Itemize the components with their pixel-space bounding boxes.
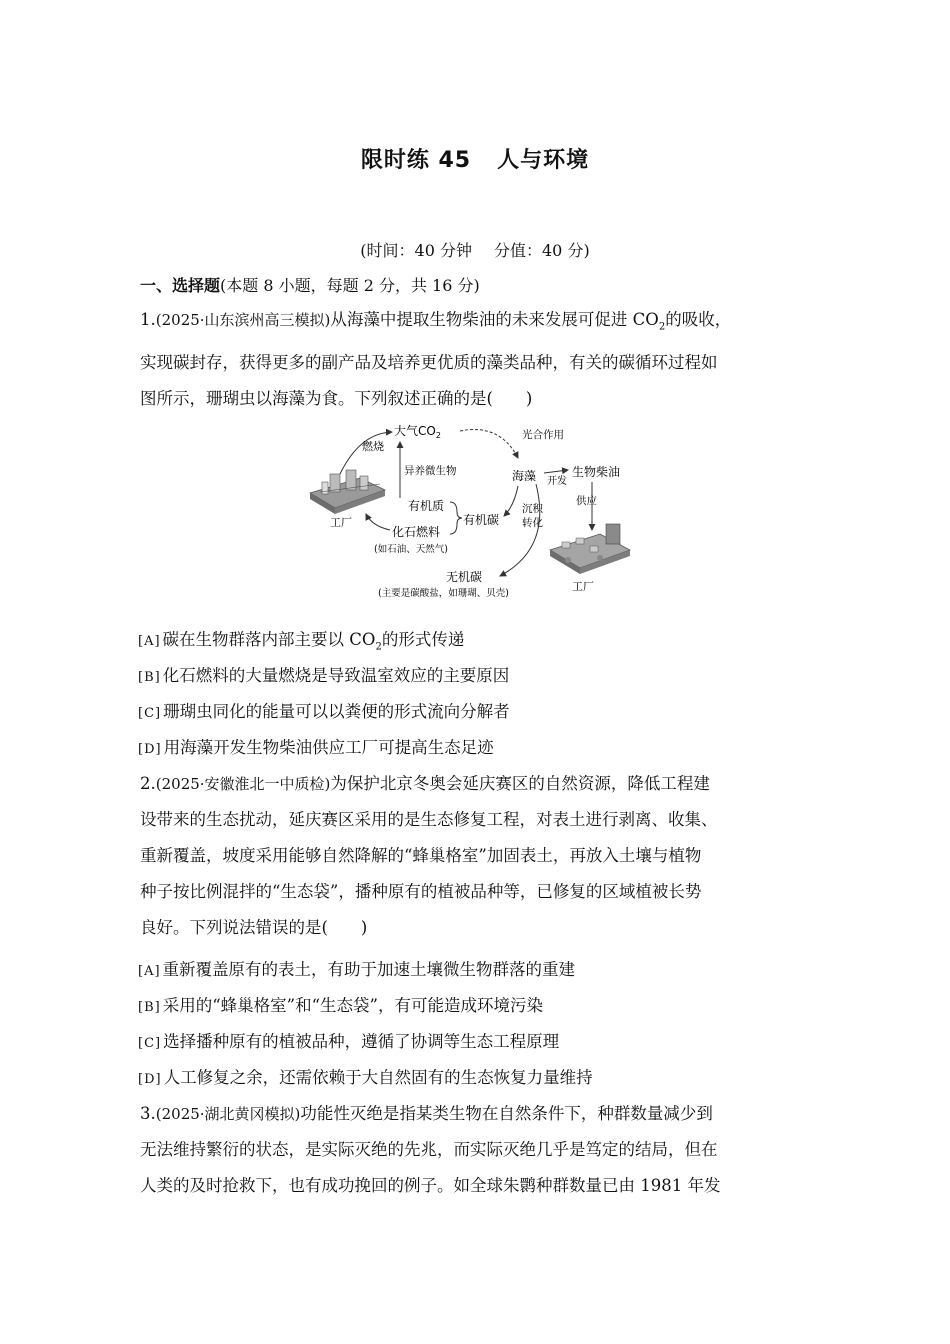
sediment-label-1: 沉积 — [522, 503, 543, 515]
q2-option-c[interactable] — [138, 1030, 559, 1056]
factory-right-label: 工厂 — [572, 580, 594, 593]
fossil-to-factory-arrow — [366, 514, 390, 530]
q1-text-1: 从海藻中提取生物柴油的未来发展可促进 CO — [330, 310, 659, 329]
option-text: 重新覆盖原有的表土，有助于加速土壤微生物群落的重建 — [162, 960, 576, 979]
algae-to-organic-arrow — [504, 486, 518, 516]
option-label: [A] — [138, 964, 161, 979]
q1-subscript: 2 — [658, 321, 666, 333]
carbon-cycle-diagram — [300, 418, 650, 603]
algae-to-inorganic-arrow — [500, 484, 540, 576]
q3-line-1 — [140, 1096, 820, 1132]
section-title: 一、选择题 — [140, 276, 221, 295]
q1-line-2: 实现碳封存，获得更多的副产品及培养更优质的藻类品种，有关的碳循环过程如 — [140, 353, 718, 373]
q1-line-1 — [140, 302, 820, 345]
q2-option-a[interactable] — [138, 958, 575, 984]
q3-source: (2025·湖北黄冈模拟) — [155, 1105, 301, 1123]
page-title — [0, 143, 950, 174]
option-text: 选择播种原有的植被品种，遵循了协调等生态工程原理 — [163, 1032, 560, 1051]
burning-label: 燃烧 — [362, 440, 384, 453]
option-text: 采用的“蜂巢格室”和“生态袋”，有可能造成环境污染 — [162, 996, 543, 1015]
algae-label: 海藻 — [512, 469, 537, 483]
photosynthesis-arrow — [460, 430, 518, 458]
inorganic-label: 无机碳 — [446, 570, 483, 584]
q1-option-b[interactable] — [138, 664, 509, 690]
option-label: [C] — [138, 706, 162, 721]
q3-number: 3. — [140, 1104, 156, 1123]
question-1 — [140, 302, 820, 417]
q1-number: 1. — [140, 310, 156, 329]
q1-option-d[interactable] — [138, 736, 494, 762]
develop-arrow — [544, 470, 568, 473]
q1-text-1b: 的吸收， — [665, 310, 732, 329]
title-prefix: 限时练 45 — [360, 148, 472, 173]
option-text: 碳在生物群落内部主要以 CO — [162, 630, 376, 649]
develop-label: 开发 — [547, 476, 567, 487]
question-3 — [140, 1096, 820, 1204]
q1-line-3: 图所示，珊瑚虫以海藻为食。下列叙述正确的是( ) — [140, 389, 533, 409]
section-note: (本题 8 小题，每题 2 分，共 16 分) — [220, 276, 480, 295]
biodiesel-label: 生物柴油 — [572, 465, 621, 479]
section-heading — [140, 273, 480, 296]
q2-source: (2025·安徽淮北一中质检) — [155, 775, 331, 793]
option-text: 用海藻开发生物柴油供应工厂可提高生态足迹 — [163, 738, 494, 757]
option-label: [A] — [138, 634, 161, 649]
organic-brace — [450, 502, 462, 534]
option-label: [B] — [138, 670, 161, 685]
photosynthesis-label: 光合作用 — [522, 429, 564, 441]
q2-option-d[interactable] — [138, 1066, 593, 1092]
option-label: [D] — [138, 742, 162, 757]
atmosphere-label: 大气$CO_2$ — [394, 424, 441, 440]
supply-label: 供应 — [576, 495, 597, 507]
factory-left-icon — [310, 470, 385, 514]
heterotroph-label: 异养微生物 — [404, 465, 457, 477]
q2-line-3: 重新覆盖，坡度采用能够自然降解的“蜂巢格室”加固表土，再放入土壤与植物 — [140, 846, 702, 865]
q2-line-4: 种子按比例混拌的“生态袋”，播种原有的植被品种等，已修复的区域植被长势 — [140, 882, 702, 901]
option-text: 珊瑚虫同化的能量可以以粪便的形式流向分解者 — [163, 702, 510, 721]
title-subject: 人与环境 — [497, 148, 590, 173]
option-label: [D] — [138, 1072, 162, 1087]
fossil-fuel-label: 化石燃料 — [392, 525, 441, 539]
q2-number: 2. — [140, 774, 156, 793]
organic-matter-label: 有机质 — [408, 499, 445, 513]
factory-left-label: 工厂 — [330, 516, 352, 529]
factory-right-icon — [550, 524, 630, 574]
option-text-end: 的形式传递 — [381, 630, 465, 649]
q2-text-1: 为保护北京冬奥会延庆赛区的自然资源，降低工程建 — [330, 774, 710, 793]
q1-source: (2025·山东滨州高三模拟) — [155, 311, 331, 329]
q2-option-b[interactable] — [138, 994, 543, 1020]
option-label: [B] — [138, 1000, 161, 1015]
q3-text-1: 功能性灭绝是指某类生物在自然条件下，种群数量减少到 — [300, 1104, 713, 1123]
inorganic-note: (主要是碳酸盐，如珊瑚、贝壳) — [378, 588, 509, 599]
sediment-label-2: 转化 — [522, 517, 543, 529]
q2-line-5: 良好。下列说法错误的是( ) — [140, 918, 368, 937]
q3-line-2: 无法维持繁衍的状态，是实际灭绝的先兆，而实际灭绝几乎是笃定的结局，但在 — [140, 1140, 718, 1159]
total-score: 分值：40 分) — [494, 241, 590, 260]
option-text: 人工修复之余，还需依赖于大自然固有的生态恢复力量维持 — [163, 1068, 593, 1087]
q1-option-a[interactable] — [138, 628, 464, 659]
fossil-fuel-note: (如石油、天然气) — [374, 544, 448, 555]
q1-option-c[interactable] — [138, 700, 510, 726]
q3-line-3: 人类的及时抢救下，也有成功挽回的例子。如全球朱鹮种群数量已由 1981 年发 — [140, 1176, 721, 1195]
organic-carbon-label: 有机碳 — [463, 513, 500, 527]
time-limit: (时间：40 分钟 — [360, 241, 472, 260]
question-2 — [140, 766, 820, 946]
q2-line-2: 设带来的生态扰动，延庆赛区采用的是生态修复工程，对表土进行剥离、收集、 — [140, 810, 718, 829]
option-subscript: 2 — [375, 641, 382, 653]
option-text: 化石燃料的大量燃烧是导致温室效应的主要原因 — [162, 666, 510, 685]
burning-arrow — [340, 432, 392, 474]
option-label: [C] — [138, 1036, 162, 1051]
exam-meta — [0, 238, 950, 261]
q2-line-1 — [140, 766, 820, 802]
